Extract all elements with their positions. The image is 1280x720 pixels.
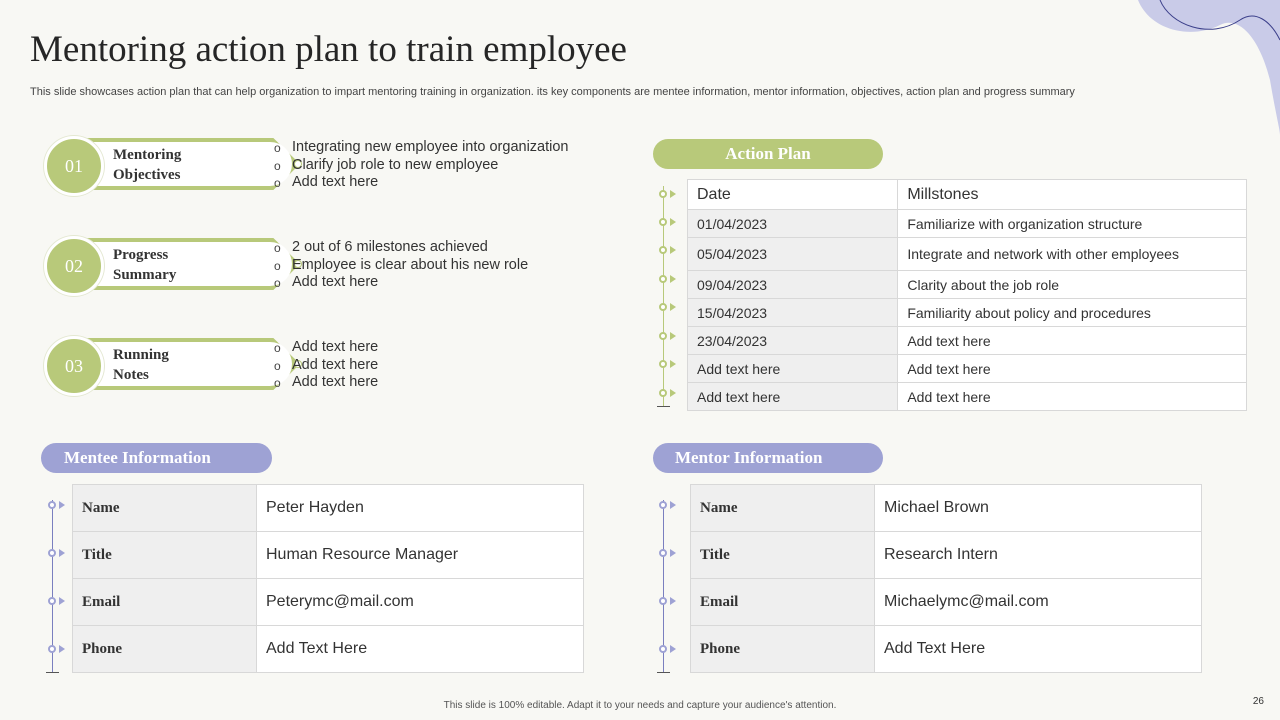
field-label: Phone — [691, 626, 875, 673]
timeline-node-icon — [48, 549, 56, 557]
field-label: Title — [73, 532, 257, 579]
field-label: Name — [691, 485, 875, 532]
timeline-arrow-icon — [59, 645, 65, 653]
block-progress-summary — [44, 236, 604, 294]
timeline-node-icon — [659, 597, 667, 605]
field-value: Michaelymc@mail.com — [875, 579, 1202, 626]
date-cell: 23/04/2023 — [688, 327, 898, 355]
timeline-arrow-icon — [670, 275, 676, 283]
bullet-item: o Add text here — [272, 339, 378, 357]
timeline-node-icon — [48, 501, 56, 509]
table-row — [688, 299, 1247, 327]
table-row — [691, 485, 1202, 532]
block-number-badge: 02 — [44, 236, 104, 296]
bullet-item: o Integrating new employee into organization — [272, 139, 568, 157]
date-cell: 05/04/2023 — [688, 238, 898, 271]
date-cell: 09/04/2023 — [688, 271, 898, 299]
timeline-node-icon — [659, 218, 667, 226]
field-label: Name — [73, 485, 257, 532]
bullet-item: o Add text here — [272, 374, 378, 392]
timeline-node-icon — [659, 190, 667, 198]
field-value: Peterymc@mail.com — [257, 579, 584, 626]
field-value: Peter Hayden — [257, 485, 584, 532]
table-row — [691, 532, 1202, 579]
bullet-item: o Add text here — [272, 174, 568, 192]
field-label: Email — [73, 579, 257, 626]
block-bullet-list — [272, 139, 568, 192]
timeline-node-icon — [659, 246, 667, 254]
table-header-row — [688, 180, 1247, 210]
block-bullet-list — [272, 339, 378, 392]
column-header-milestones: Millstones — [898, 180, 1247, 210]
page-subtitle: This slide showcases action plan that can help organization to impart mentoring training in organization. its key components are mentee information, mentor information, objectives, action plan and progress summary — [30, 86, 1075, 98]
timeline-node-icon — [659, 275, 667, 283]
bullet-item: o Add text here — [272, 357, 378, 375]
page-title: Mentoring action plan to train employee — [30, 29, 627, 70]
bullet-item: o 2 out of 6 milestones achieved — [272, 239, 528, 257]
timeline-node-icon — [48, 645, 56, 653]
date-cell: 01/04/2023 — [688, 210, 898, 238]
timeline-arrow-icon — [670, 549, 676, 557]
table-row — [688, 271, 1247, 299]
block-label: Progress Summary — [113, 247, 177, 283]
table-row — [691, 626, 1202, 673]
bullet-item: o Employee is clear about his new role — [272, 257, 528, 275]
action-plan-header: Action Plan — [653, 139, 883, 169]
bullet-item: o Clarify job role to new employee — [272, 157, 568, 175]
timeline-arrow-icon — [670, 597, 676, 605]
timeline-arrow-icon — [670, 303, 676, 311]
timeline-arrow-icon — [59, 597, 65, 605]
timeline-arrow-icon — [59, 549, 65, 557]
table-row — [688, 327, 1247, 355]
block-mentoring-objectives — [44, 136, 604, 194]
table-row — [688, 238, 1247, 271]
table-row — [688, 355, 1247, 383]
timeline-node-icon — [659, 332, 667, 340]
timeline-node-icon — [659, 645, 667, 653]
mentee-info-header: Mentee Information — [41, 443, 272, 473]
milestone-cell: Clarity about the job role — [898, 271, 1247, 299]
block-running-notes — [44, 336, 604, 394]
milestone-cell: Add text here — [898, 355, 1247, 383]
timeline-arrow-icon — [670, 218, 676, 226]
table-row — [73, 626, 584, 673]
timeline-arrow-icon — [670, 360, 676, 368]
timeline-node-icon — [659, 360, 667, 368]
timeline-node-icon — [659, 501, 667, 509]
footer-note: This slide is 100% editable. Adapt it to your needs and capture your audience's attention. — [443, 700, 837, 711]
timeline-node-icon — [48, 597, 56, 605]
date-cell: Add text here — [688, 383, 898, 411]
milestone-cell: Add text here — [898, 327, 1247, 355]
field-value: Michael Brown — [875, 485, 1202, 532]
table-row — [73, 579, 584, 626]
mentor-info-table — [690, 484, 1202, 673]
timeline-node-icon — [659, 389, 667, 397]
table-row — [691, 579, 1202, 626]
field-value: Research Intern — [875, 532, 1202, 579]
block-bullet-list — [272, 239, 528, 292]
block-number-badge: 01 — [44, 136, 104, 196]
decorative-wave-shape — [1130, 0, 1280, 140]
mentee-info-table — [72, 484, 584, 673]
table-row — [73, 532, 584, 579]
timeline-arrow-icon — [670, 190, 676, 198]
milestone-cell: Familiarity about policy and procedures — [898, 299, 1247, 327]
field-value: Add Text Here — [257, 626, 584, 673]
timeline-node-icon — [659, 303, 667, 311]
field-label: Phone — [73, 626, 257, 673]
action-plan-table — [687, 179, 1247, 411]
page-number: 26 — [1252, 696, 1264, 707]
field-label: Title — [691, 532, 875, 579]
timeline-arrow-icon — [670, 501, 676, 509]
timeline-arrow-icon — [670, 389, 676, 397]
table-row — [73, 485, 584, 532]
field-value: Human Resource Manager — [257, 532, 584, 579]
table-row — [688, 210, 1247, 238]
block-label: Running Notes — [113, 347, 169, 383]
date-cell: Add text here — [688, 355, 898, 383]
block-label: Mentoring Objectives — [113, 147, 182, 183]
timeline-arrow-icon — [59, 501, 65, 509]
bullet-item: o Add text here — [272, 274, 528, 292]
date-cell: 15/04/2023 — [688, 299, 898, 327]
timeline-node-icon — [659, 549, 667, 557]
timeline-arrow-icon — [670, 645, 676, 653]
milestone-cell: Integrate and network with other employees — [898, 238, 1247, 271]
column-header-date: Date — [688, 180, 898, 210]
field-label: Email — [691, 579, 875, 626]
mentor-info-header: Mentor Information — [653, 443, 883, 473]
block-number-badge: 03 — [44, 336, 104, 396]
table-row — [688, 383, 1247, 411]
milestone-cell: Add text here — [898, 383, 1247, 411]
milestone-cell: Familiarize with organization structure — [898, 210, 1247, 238]
timeline-arrow-icon — [670, 246, 676, 254]
field-value: Add Text Here — [875, 626, 1202, 673]
timeline-arrow-icon — [670, 332, 676, 340]
